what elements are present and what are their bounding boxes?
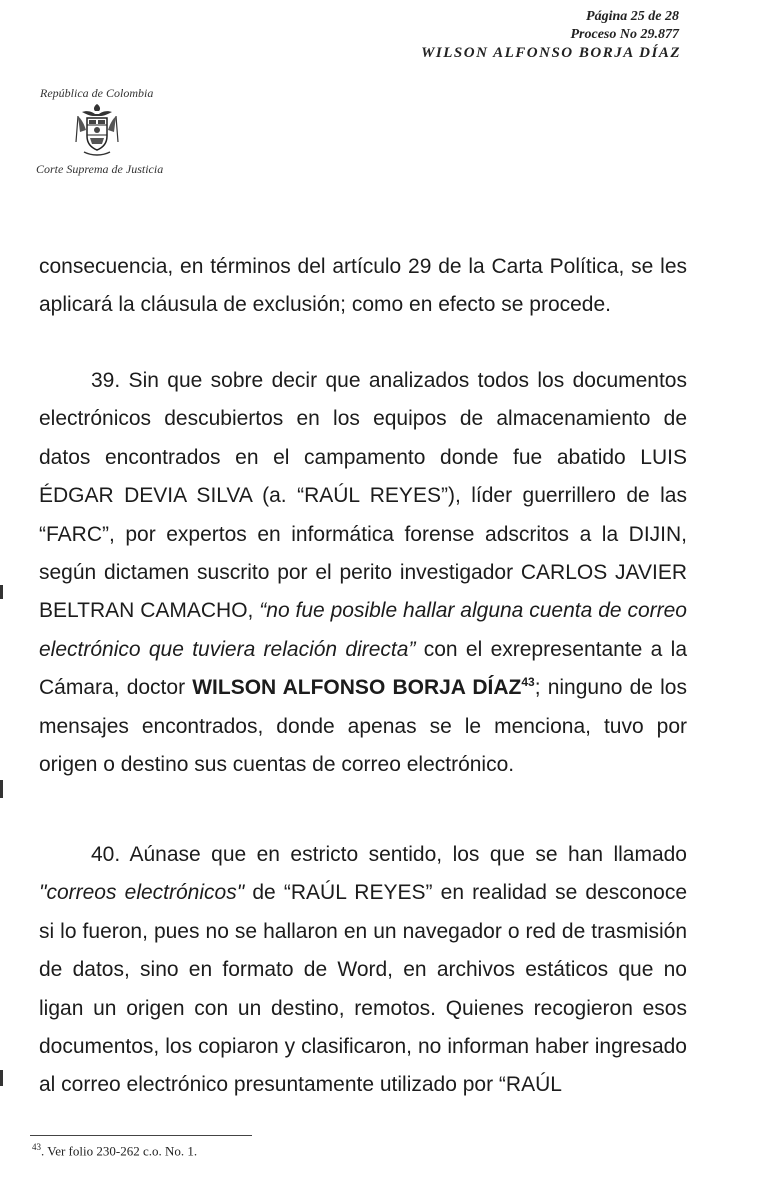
scan-artifact [0, 585, 3, 599]
footnote [32, 1142, 197, 1159]
page-number: Página 25 de 28 [586, 9, 679, 24]
p39-text-3: ; ninguno de los mensajes encontrados, donde apenas se le menciona, tuvo por origen o destino sus cuentas de correo electrónico. [39, 676, 687, 777]
paragraph-intro: consecuencia, en términos del artículo 29 de la Carta Política, se les aplicará la cláusula de exclusión; como en efecto se procede. [39, 255, 687, 317]
page-header [419, 8, 679, 62]
p39-bold-name: WILSON ALFONSO BORJA DÍAZ [192, 676, 522, 700]
p39-text-1: 39. Sin que sobre decir que analizados todos los documentos electrónicos descubiertos en los equipos de almacenamiento de datos encontrados en el campamento donde fue abatido LUIS ÉDGAR DEVIA SILVA (a. “RAÚL REYES”), líder guerrillero de las “FARC”, por expertos en informática forense adscritos a la DIJIN, según dictamen suscrito por el perito investigador CARLOS JAVIER BELTRAN CAMACHO, [39, 369, 687, 623]
p39-quote: “no fue posible hallar alguna cuenta de correo electrónico que tuviera relación directa” [39, 599, 687, 661]
scan-artifact [0, 1070, 3, 1086]
p40-italic: "correos electrónicos" [39, 881, 245, 905]
p40-text-2: de “RAÚL REYES” en realidad se desconoce si lo fueron, pues no se hallaron en un navegador o red de trasmisión de datos, sino en formato de Word, en archivos estáticos que no ligan un origen con un destino, remotos. Quienes recogieron esos documentos, los copiaron y clasificaron, no informan haber ingresado al correo electrónico presuntamente utilizado por “RAÚL [39, 881, 688, 1097]
court-emblem [32, 86, 192, 196]
p39-text-2: con el exrepresentante a la Cámara, doctor [39, 637, 687, 700]
p40-text-1: 40. Aúnase que en estricto sentido, los que se han llamado [91, 843, 687, 866]
process-number: Proceso No 29.877 [570, 27, 679, 42]
scan-artifact [0, 780, 3, 798]
footnote-divider [30, 1135, 252, 1136]
republic-label: República de Colombia [40, 86, 154, 100]
footnote-text: . Ver folio 230-262 c.o. No. 1. [41, 1143, 198, 1159]
footnote-number: 43 [32, 1142, 41, 1152]
paragraph-39 [39, 362, 687, 784]
defendant-name: WILSON ALFONSO BORJA DÍAZ [421, 45, 681, 61]
coat-of-arms-icon [74, 102, 120, 158]
paragraph-40 [39, 836, 687, 1105]
footnote-ref-43: 43 [521, 675, 535, 690]
court-label: Corte Suprema de Justicia [36, 162, 164, 176]
